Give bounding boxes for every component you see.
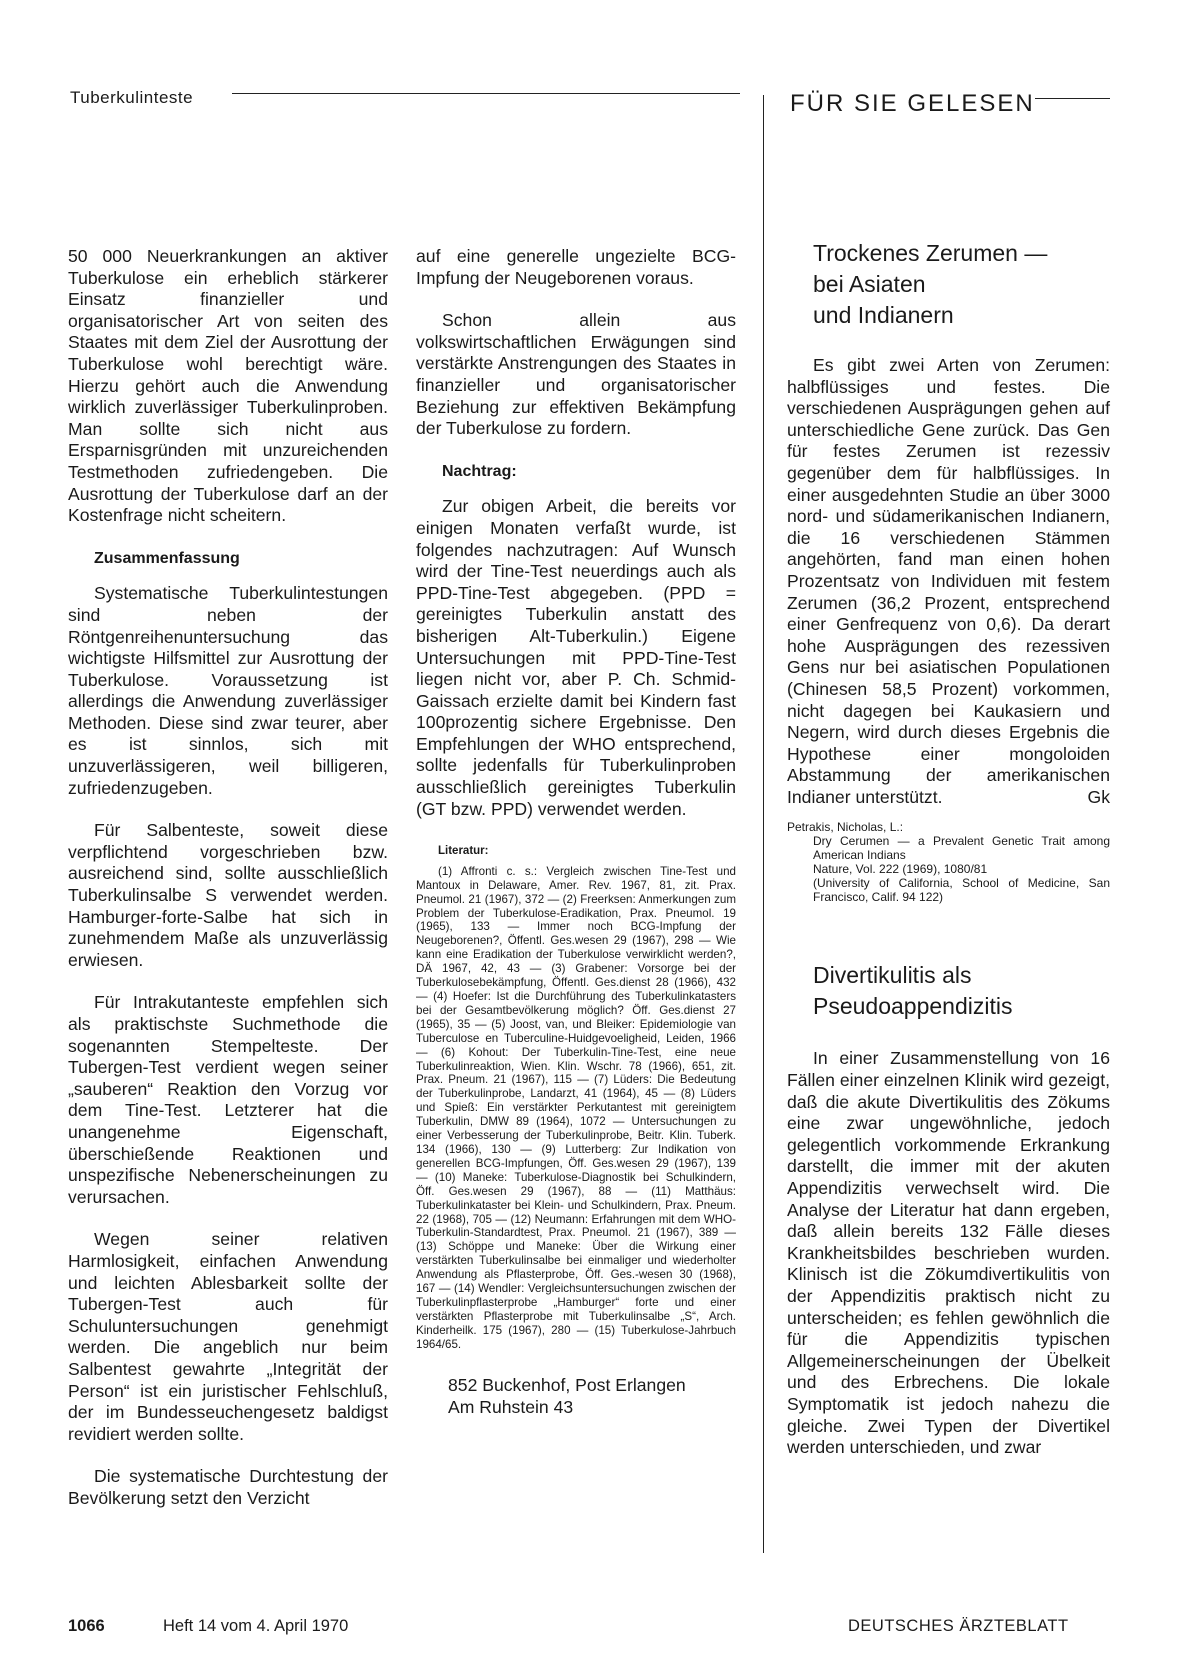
title-line: Divertikulitis als xyxy=(813,962,972,989)
paragraph: Zur obigen Arbeit, die bereits vor einigen Monaten verfaßt wurde, ist folgendes nachzutragen: Auf Wunsch wird der Tine-Test neuerdings auch als PPD-Tine-Test abgegeben. (PPD = gereinigtes Tuberkulin anstatt des bisherigen Alt-Tuberkulin.) Eigene Untersuchungen mit PPD-Tine-Test liegen nicht vor, aber P. Ch. Schmid-Gaissach erzielte damit bei Kindern fast 100prozentig sichere Ergebnisse. Den Empfehlungen der WHO entsprechend, sollte jedenfalls für Tuberkulinproben ausschließlich gereinigtes Tuberkulin (GT bzw. PPD) verwendet werden. xyxy=(416,496,736,819)
title-line: und Indianern xyxy=(813,302,954,328)
page-number: 1066 xyxy=(68,1617,105,1635)
issue-date: Heft 14 vom 4. April 1970 xyxy=(163,1617,349,1635)
literature-list: (1) Affronti c. s.: Vergleich zwischen Tine-Test und Mantoux in Delaware, Amer. Rev. 1967, 81, zit. Prax. Pneumol. 21 (1967), 372 — (2) Freerksen: Anmerkungen zum Problem der Tuberkulose-Eradikation, Prax. Pneumol. 19 (1965), 133 — Immer noch BCG-Impfung der Neugeborenen?, Öffentl. Ges.wesen 29 (1967), 298 — Wie kann eine Eradikation der Tuberkulose verwirklicht werden?, DÄ 1967, 42, 43 — (3) Grabener: Vorsorge bei der Tuberkulosebekämpfung, Öffentl. Ges.dienst 28 (1966), 432 — (4) Hoefer: Ist die Durchführung des Tuberkulinkatasters bei der Gesamtbevölkerung möglich? Öff. Ges.dienst 27 (1965), 35 — (5) Joost, van, und Bleiker: Epidemiologie van Tuberculose en Tuberculine-Huidgevoeligheid, Leiden, 1966 — (6) Kohout: Der Tuberkulin-Tine-Test, eine neue Tuberkulinreaktion, Wien. Klin. Wschr. 78 (1966), 651, zit. Prax. Pneum. 21 (1967), 115 — (7) Lüders: Die Bedeutung der Tuberkulinprobe, Landarzt, 41 (1964), 45 — (8) Lüders und Spieß: Ein verstärkter Perkutantest mit gereinigtem Tuberkulin, DMW 89 (1964), 1072 — Untersuchungen zu einer Verbesserung der Tuberkulinprobe, Beitr. Klin. Tuberk. 134 (1966), 130 — (9) Lutterberg: Zur Indikation von generellen BCG-Impfungen, Öff. Ges.wesen 29 (1967), 139 — (10) Maneke: Tuberkulose-Diagnostik bei Schulkindern, Öff. Ges.wesen 29 (1967), 88 — (11) Matthäus: Tuberkulinkataster bei Klein- und Schulkindern, Prax. Pneum. 22 (1968), 705 — (12) Neumann: Erfahrungen mit dem WHO-Tuberkulin-Standardtest, Prax. Pneumol. 21 (1967), 389 — (13) Schöppe und Maneke: Über die Wirkung einer verstärkten Tuberkulinsalbe bei einmaliger und wiederholter Anwendung als Pflasterprobe, Öff. Ges.-wesen 30 (1968), 167 — (14) Wendler: Vergleichsuntersuchungen zwischen der Tuberkulinpflasterprobe „Hamburger“ forte und einer verstärkten Pflasterprobe mit Tuberkulinsalbe „S“, Arch. Kinderheilk. 175 (1967), 280 — (15) Tuberkulose-Jahrbuch 1964/65. xyxy=(416,864,736,1351)
column-2 xyxy=(416,246,736,1418)
paragraph: Systematische Tuberkulintestungen sind neben der Röntgenreihenuntersuchung das wichtigste Hilfsmittel zur Ausrottung der Tuberkulose. Voraussetzung ist allerdings die Anwendung zuverlässiger Methoden. Diese sind zwar teurer, aber es ist sinnlos, sich mit unzuverlässigeren, weil billigeren, zufriedenzugeben. xyxy=(68,583,388,798)
reference-title: Dry Cerumen — a Prevalent Genetic Trait among American Indians xyxy=(813,834,1110,863)
article-title xyxy=(787,238,1110,331)
reference-author: Petrakis, Nicholas, L.: xyxy=(787,820,904,835)
reference-institution: (University of California, School of Medicine, San Francisco, Calif. 94 122) xyxy=(813,876,1110,905)
article-title xyxy=(787,960,1110,1022)
article-body: In einer Zusammenstellung von 16 Fällen einer einzelnen Klinik wird gezeigt, daß die akute Divertikulitis des Zökums eine zwar ungewöhnliche, jedoch gelegentlich vorkommende Erkrankung darstellt, die immer mit der akuten Appendizitis verwechselt wird. Die Analyse der Literatur hat dann ergeben, daß allein bereits 132 Fälle dieses Krankheitsbildes beschrieben wurden. Klinisch ist die Zökumdivertikulitis von der Appendizitis praktisch nicht zu unterscheiden; es fehlen gewöhnlich die für die Appendizitis typischen Allgemeinerscheinungen der Übelkeit und des Erbrechens. Die lokale Symptomatik ist jedoch nahezu die gleiche. Zwei Typen der Divertikel werden unterschieden, und zwar xyxy=(787,1048,1110,1458)
author-address xyxy=(448,1374,736,1418)
column-1 xyxy=(68,246,388,1530)
article-body xyxy=(787,355,1110,808)
section-label: Tuberkulinteste xyxy=(70,88,194,107)
paragraph: Für Salbenteste, soweit diese verpflichtend vorgeschrieben bzw. ausreichend sind, sollte ausschließlich Tuberkulinsalbe S verwendet werden. Hamburger-forte-Salbe hat sich in zunehmendem Maße als unzuverlässig erwiesen. xyxy=(68,820,388,970)
paragraph: 50 000 Neuerkrankungen an aktiver Tuberkulose ein erheblich stärkerer Einsatz finanzieller und organisatorischer Art von seiten des Staates mit dem Ziel der Ausrottung der Tuberkulose wohl berechtigt wäre. Hierzu gehört auch die Anwendung wirklich zuverlässiger Tuberkulinproben. Man sollte sich nicht aus Ersparnisgründen mit unzureichenden Testmethoden zufriedengeben. Die Ausrottung der Tuberkulose darf an der Kostenfrage nicht scheitern. xyxy=(68,246,388,526)
title-line: Trockenes Zerumen — xyxy=(813,240,1048,266)
title-line: bei Asiaten xyxy=(813,271,926,297)
journal-name: DEUTSCHES ÄRZTEBLATT xyxy=(848,1617,1069,1635)
author-signature: Gk xyxy=(1087,786,1110,807)
article-reference xyxy=(787,820,1110,904)
paragraph: Die systematische Durchtestung der Bevölkerung setzt den Verzicht xyxy=(68,1466,388,1508)
paragraph: Schon allein aus volkswirtschaftlichen Erwägungen sind verstärkte Anstrengungen des Staates in finanzieller und organisatorischer Beziehung zur effektiven Bekämpfung der Tuberkulose zu fordern. xyxy=(416,310,736,439)
title-line: Pseudoappendizitis xyxy=(813,993,1013,1020)
heading-nachtrag: Nachtrag: xyxy=(442,462,517,480)
paragraph: Für Intrakutanteste empfehlen sich als praktischste Suchmethode die sogenannten Stempelteste. Der Tubergen-Test verdient wegen seiner „sauberen“ Reaktion den Vorzug vor dem Tine-Test. Letzterer hat die unangenehme Eigenschaft, überschießende Reaktionen und unspezifische Nebenerscheinungen zu verursachen. xyxy=(68,992,388,1207)
paragraph: Wegen seiner relativen Harmlosigkeit, einfachen Anwendung und leichten Ablesbarkeit sollte der Tubergen-Test auch für Schuluntersuchungen genehmigt werden. Die angeblich nur beim Salbentest gewahrte „Integrität der Person“ ist ein juristischer Fehlschluß, der im Bundesseuchengesetz baldigst revidiert werden sollte. xyxy=(68,1229,388,1444)
section-title: FÜR SIE GELESEN xyxy=(790,90,1035,117)
column-divider xyxy=(763,95,764,1553)
literature-heading: Literatur: xyxy=(438,845,489,858)
header-rule-left xyxy=(232,93,740,94)
paragraph: auf eine generelle ungezielte BCG-Impfung der Neugeborenen voraus. xyxy=(416,246,736,288)
header-rule-right xyxy=(1035,98,1110,99)
reference-journal: Nature, Vol. 222 (1969), 1080/81 xyxy=(813,862,988,877)
heading-zusammenfassung: Zusammenfassung xyxy=(94,549,240,567)
body-text: Es gibt zwei Arten von Zerumen: halbflüssiges und festes. Die verschiedenen Ausprägungen gehen auf unterschiedliche Gene zurück. Das Gen für festes Zerumen ist rezessiv gegenüber dem für halbflüssiges. In einer ausgedehnten Studie an über 3000 nord- und südamerikanischen Indianern, die 16 verschiedenen Stämmen angehörten, fand man einen hohen Prozentsatz von Individuen mit festem Zerumen (36,2 Prozent, entsprechend einer Genfrequenz von 0,6). Da derart hohe Ausprägungen des rezessiven Gens nur bei asiatischen Populationen (Chinesen 58,5 Prozent) vorkommen, nicht dagegen bei Kaukasiern und Negern, wird durch dieses Ergebnis die Hypothese einer mongoloiden Abstammung der amerikanischen Indianer unterstützt. xyxy=(787,355,1110,807)
address-line: Am Ruhstein 43 xyxy=(448,1396,574,1417)
column-3 xyxy=(787,238,1110,1480)
address-line: 852 Buckenhof, Post Erlangen xyxy=(448,1374,686,1395)
